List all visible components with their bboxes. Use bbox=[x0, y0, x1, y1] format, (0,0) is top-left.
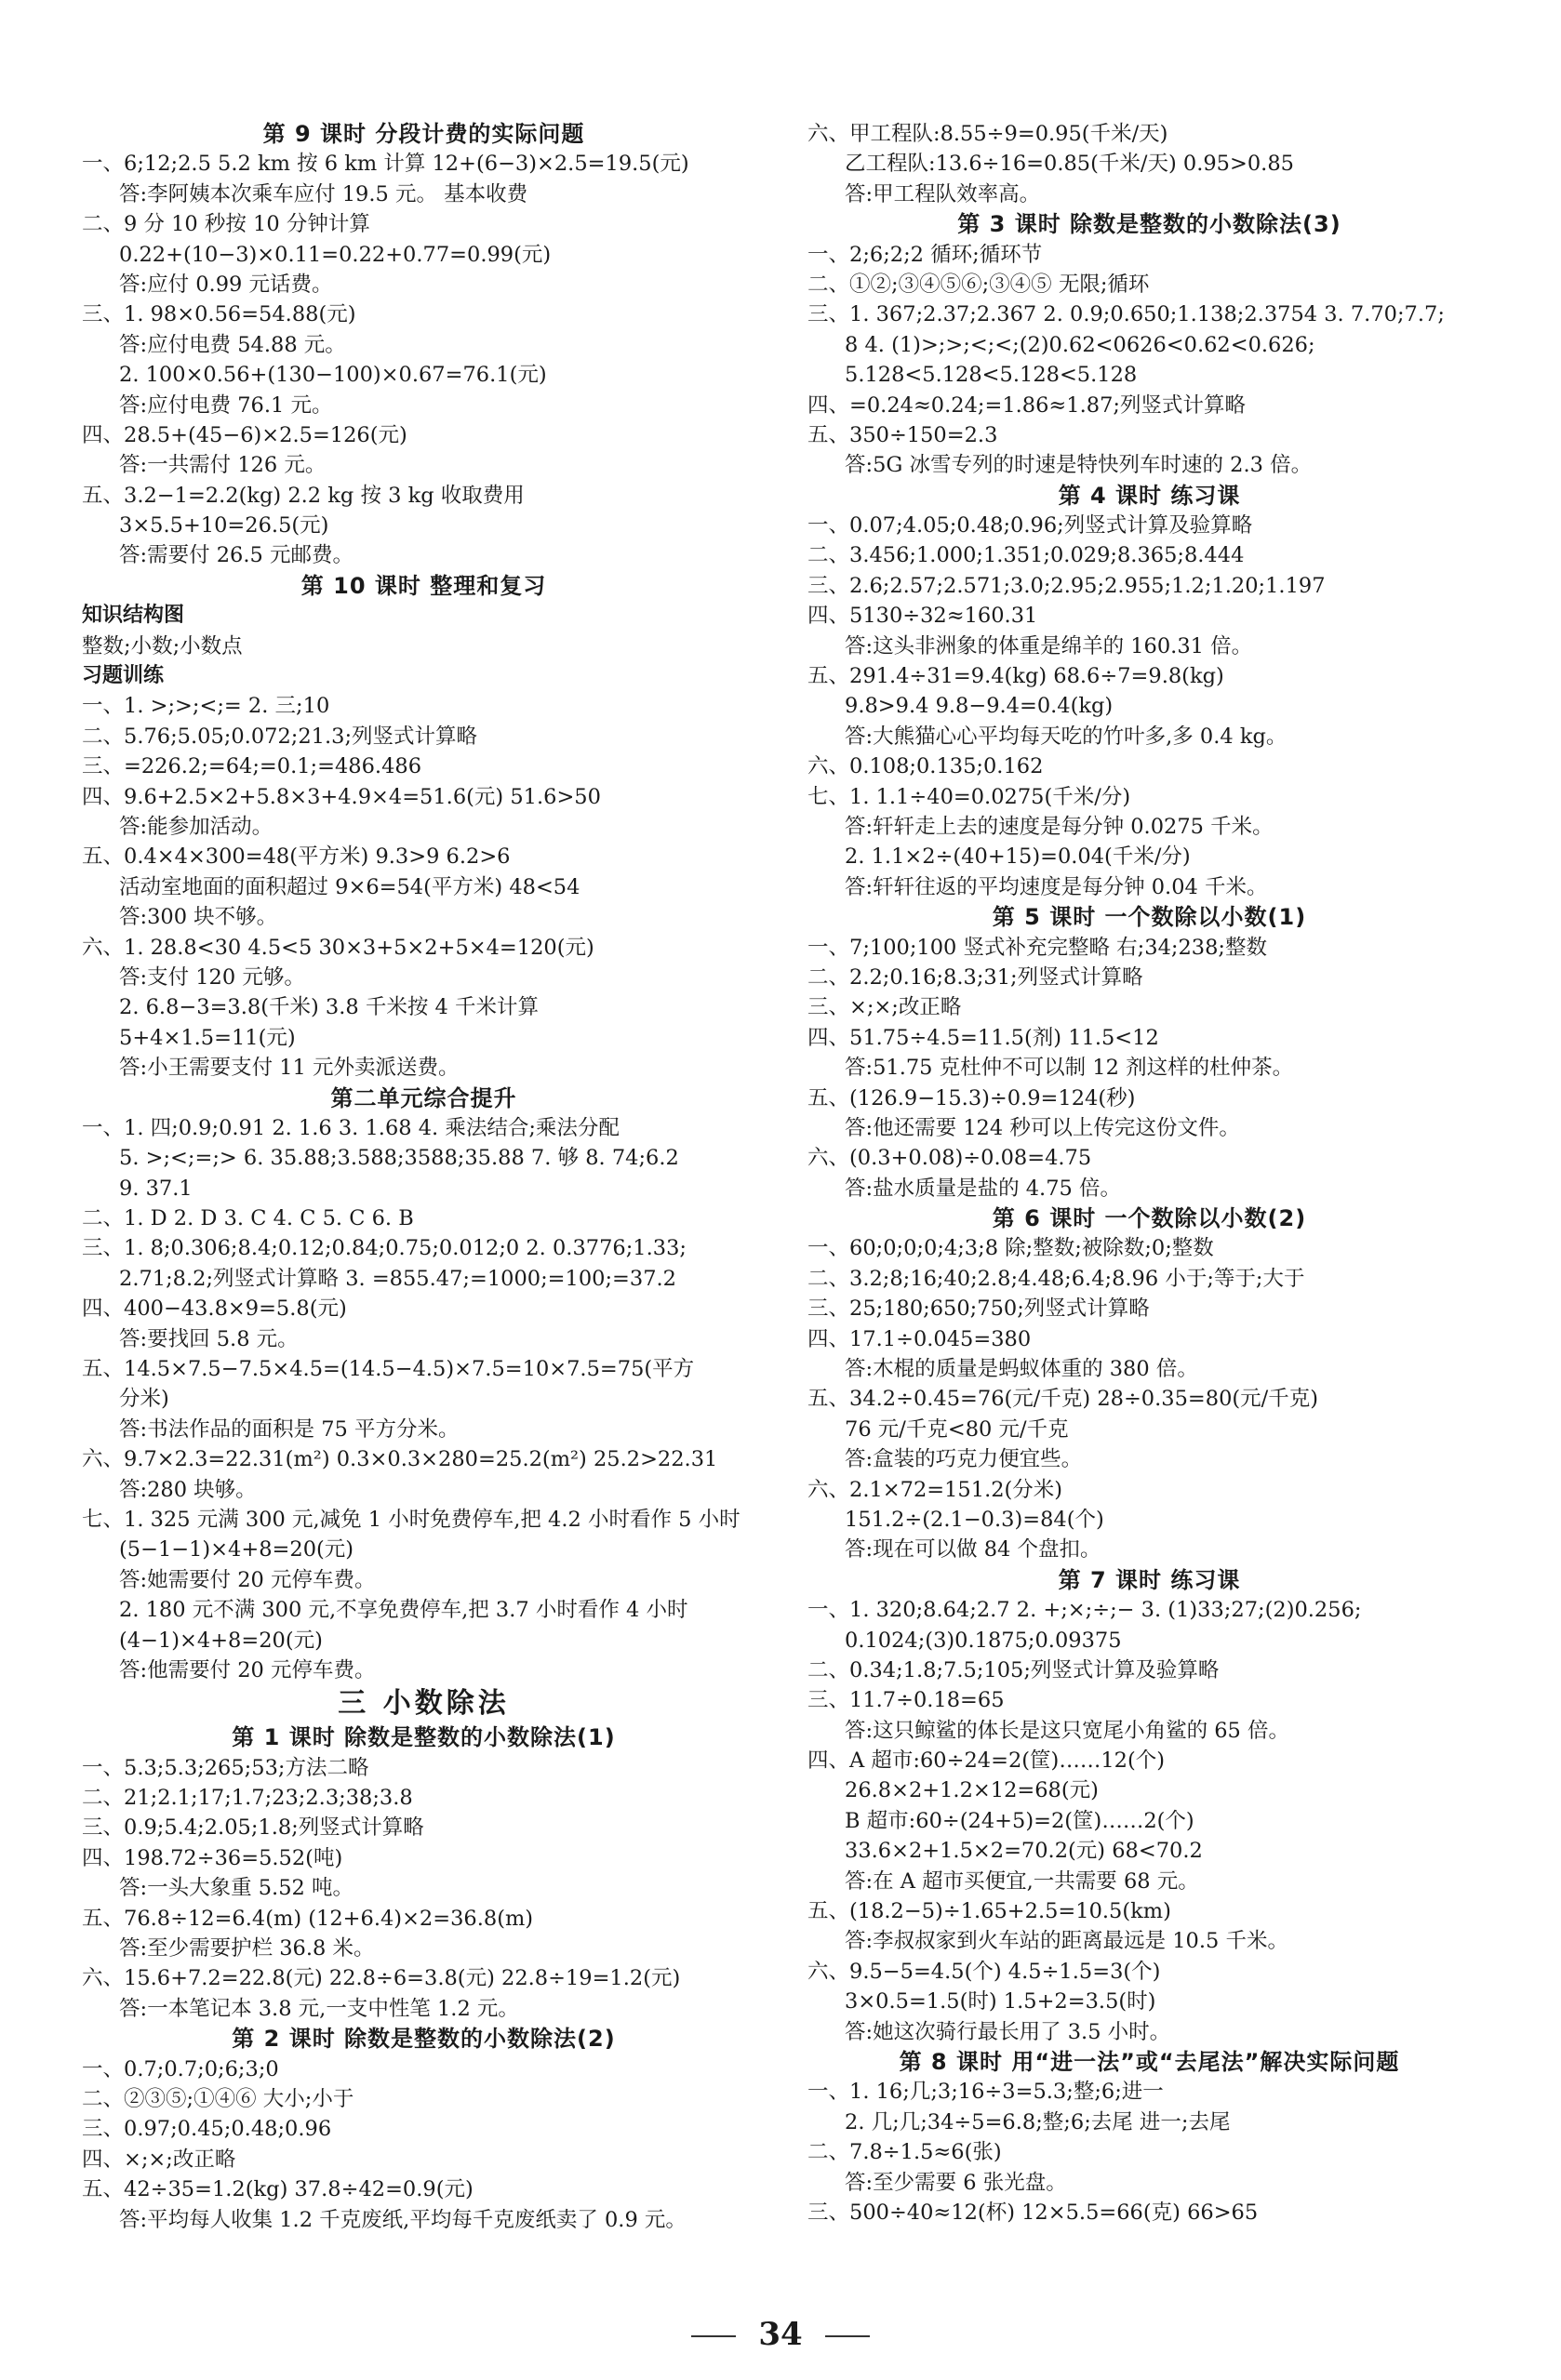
answer-line-indent: 3×5.5+10=26.5(元) bbox=[119, 513, 329, 538]
answer-line: 五、3.2−1=2.2(kg) 2.2 kg 按 3 kg 收取费用 bbox=[82, 483, 525, 508]
answer-line-indent: 76 元/千克<80 元/千克 bbox=[845, 1416, 1069, 1442]
answer-line: 五、14.5×7.5−7.5×4.5=(14.5−4.5)×7.5=10×7.5=75(平方 bbox=[82, 1357, 695, 1382]
answer-line-indent: 答:盐水质量是盐的 4.75 倍。 bbox=[845, 1176, 1121, 1201]
answer-line: 二、3.456;1.000;1.351;0.029;8.365;8.444 bbox=[807, 543, 1245, 568]
answer-line: 四、17.1÷0.045=380 bbox=[807, 1326, 1032, 1351]
answer-line: 五、76.8÷12=6.4(m) (12+6.4)×2=36.8(m) bbox=[82, 1906, 534, 1931]
answer-line: 六、9.7×2.3=22.31(m²) 0.3×0.3×280=25.2(m²) 25.2>22.31 bbox=[82, 1447, 718, 1472]
answer-line: 四、400−43.8×9=5.8(元) bbox=[82, 1296, 347, 1322]
answer-line-indent: 答:小王需要支付 11 元外卖派送费。 bbox=[119, 1056, 460, 1081]
answer-line: 三、=226.2;=64;=0.1;=486.486 bbox=[82, 754, 422, 779]
answer-line: 五、350÷150=2.3 bbox=[807, 422, 998, 447]
answer-line-indent: B 超市:60÷(24+5)=2(筐)……2(个) bbox=[845, 1808, 1194, 1833]
answer-line-indent: 9. 37.1 bbox=[119, 1176, 193, 1201]
answer-line: 三、1. 98×0.56=54.88(元) bbox=[82, 302, 356, 327]
answer-line: 六、2.1×72=151.2(分米) bbox=[807, 1477, 1063, 1502]
answer-line: 一、1. 16;几;3;16÷3=5.3;整;6;进一 bbox=[807, 2080, 1164, 2105]
answer-line-indent: 答:大熊猫心心平均每天吃的竹叶多,多 0.4 kg。 bbox=[845, 724, 1287, 749]
answer-line-indent: 答:应付电费 54.88 元。 bbox=[119, 332, 346, 357]
answer-line-indent: 2. 180 元不满 300 元,不享免费停车,把 3.7 小时看作 4 小时 bbox=[119, 1598, 688, 1623]
answer-line-indent: 答:一头大象重 5.52 吨。 bbox=[119, 1876, 354, 1901]
answer-line: 三、0.9;5.4;2.05;1.8;列竖式计算略 bbox=[82, 1815, 424, 1841]
answer-line: 一、7;100;100 竖式补充完整略 右;34;238;整数 bbox=[807, 935, 1267, 960]
answer-line-indent: 答:300 块不够。 bbox=[119, 905, 278, 930]
lesson-heading: 第 1 课时 除数是整数的小数除法(1) bbox=[232, 1724, 616, 1751]
answer-line: 六、甲工程队:8.55÷9=0.95(千米/天) bbox=[807, 122, 1168, 146]
answer-line: 六、1. 28.8<30 4.5<5 30×3+5×2+5×4=120(元) bbox=[82, 935, 594, 960]
lesson-heading: 第 8 课时 用“进一法”或“去尾法”解决实际问题 bbox=[899, 2049, 1400, 2075]
lesson-heading: 第 7 课时 练习课 bbox=[1058, 1566, 1241, 1593]
answer-line: 二、②③⑤;①④⑥ 大小;小于 bbox=[82, 2087, 354, 2111]
answer-line-indent: 5.128<5.128<5.128<5.128 bbox=[845, 363, 1138, 388]
answer-line-indent: 答:在 A 超市买便宜,一共需要 68 元。 bbox=[845, 1868, 1199, 1894]
answer-line: 一、1. 320;8.64;2.7 2. +;×;÷;− 3. (1)33;27;(2)0.256; bbox=[807, 1598, 1362, 1623]
answer-line: 四、9.6+2.5×2+5.8×3+4.9×4=51.6(元) 51.6>50 bbox=[82, 784, 601, 809]
answer-line-indent: 9.8>9.4 9.8−9.4=0.4(kg) bbox=[845, 694, 1114, 719]
answer-line: 一、1. 四;0.9;0.91 2. 1.6 3. 1.68 4. 乘法结合;乘法分配 bbox=[82, 1115, 620, 1140]
page-number bbox=[0, 2316, 1561, 2353]
answer-line: 六、0.108;0.135;0.162 bbox=[807, 754, 1044, 779]
answer-line: 四、×;×;改正略 bbox=[82, 2147, 236, 2172]
answer-line-indent: 33.6×2+1.5×2=70.2(元) 68<70.2 bbox=[845, 1839, 1203, 1864]
answer-line-indent: 答:51.75 克杜仲不可以制 12 剂这样的杜仲茶。 bbox=[845, 1056, 1294, 1081]
answer-line: 四、A 超市:60÷24=2(筐)……12(个) bbox=[807, 1748, 1166, 1774]
answer-line: 一、1. >;>;<;= 2. 三;10 bbox=[82, 694, 330, 719]
answer-line-indent: 活动室地面的面积超过 9×6=54(平方米) 48<54 bbox=[119, 874, 580, 899]
answer-line-indent: 答:平均每人收集 1.2 千克废纸,平均每千克废纸卖了 0.9 元。 bbox=[119, 2207, 687, 2232]
answer-line: 五、34.2÷0.45=76(元/千克) 28÷0.35=80(元/千克) bbox=[807, 1387, 1319, 1412]
answer-line-indent: 答:现在可以做 84 个盘扣。 bbox=[845, 1537, 1101, 1562]
answer-line: 一、60;0;0;0;4;3;8 除;整数;被除数;0;整数 bbox=[807, 1236, 1214, 1261]
answer-line-indent: 答:要找回 5.8 元。 bbox=[119, 1326, 299, 1351]
answer-line-indent: 答:盒装的巧克力便宜些。 bbox=[845, 1447, 1083, 1472]
answer-line: 一、0.07;4.05;0.48;0.96;列竖式计算及验算略 bbox=[807, 513, 1253, 538]
answer-line-indent: 答:轩轩走上去的速度是每分钟 0.0275 千米。 bbox=[845, 814, 1274, 839]
answer-line: 五、0.4×4×300=48(平方米) 9.3>9 6.2>6 bbox=[82, 844, 511, 870]
answer-line: 二、0.34;1.8;7.5;105;列竖式计算及验算略 bbox=[807, 1657, 1220, 1682]
answer-line-indent: 答:5G 冰雪专列的时速是特快列车时速的 2.3 倍。 bbox=[845, 453, 1313, 478]
answer-line: 一、6;12;2.5 5.2 km 按 6 km 计算 12+(6−3)×2.5=19.5(元) bbox=[82, 152, 689, 177]
answer-line: 二、3.2;8;16;40;2.8;4.48;6.4;8.96 小于;等于;大于 bbox=[807, 1266, 1305, 1291]
answer-line: 七、1. 1.1÷40=0.0275(千米/分) bbox=[807, 784, 1131, 809]
answer-line-indent: 5. >;<;=;> 6. 35.88;3.588;3588;35.88 7. 够 8. 74;6.2 bbox=[119, 1146, 679, 1171]
answer-line-indent: 分米) bbox=[119, 1387, 169, 1412]
answer-line-indent: 答:轩轩往返的平均速度是每分钟 0.04 千米。 bbox=[845, 874, 1268, 899]
answer-line-indent: 2. 100×0.56+(130−100)×0.67=76.1(元) bbox=[119, 363, 547, 388]
left-column bbox=[82, 119, 766, 2235]
answer-line: 五、(126.9−15.3)÷0.9=124(秒) bbox=[807, 1085, 1136, 1110]
lesson-heading: 第 9 课时 分段计费的实际问题 bbox=[262, 121, 585, 147]
answer-line-indent: 答:支付 120 元够。 bbox=[119, 964, 305, 990]
left-dash bbox=[691, 2335, 736, 2337]
answer-line: 二、①②;③④⑤⑥;③④⑤ 无限;循环 bbox=[807, 272, 1150, 297]
answer-line-indent: 答:一共需付 126 元。 bbox=[119, 453, 327, 478]
answer-line-indent: 5+4×1.5=11(元) bbox=[119, 1025, 296, 1050]
answer-line: 二、5.76;5.05;0.072;21.3;列竖式计算略 bbox=[82, 724, 478, 749]
answer-line-indent: 答:至少需要 6 张光盘。 bbox=[845, 2170, 1067, 2195]
answer-line: 六、9.5−5=4.5(个) 4.5÷1.5=3(个) bbox=[807, 1959, 1161, 1984]
lesson-heading: 第 6 课时 一个数除以小数(2) bbox=[992, 1205, 1307, 1232]
answer-line: 二、21;2.1;17;1.7;23;2.3;38;3.8 bbox=[82, 1786, 413, 1811]
answer-line-indent: 答:能参加活动。 bbox=[119, 814, 274, 839]
answer-line-indent: (5−1−1)×4+8=20(元) bbox=[119, 1537, 354, 1562]
section-subheading: 知识结构图 bbox=[82, 604, 185, 628]
answer-line-indent: 2.71;8.2;列竖式计算略 3. =855.47;=1000;=100;=37.2 bbox=[119, 1266, 676, 1291]
answer-line-indent: 答:李阿姨本次乘车应付 19.5 元。 基本收费 bbox=[119, 181, 528, 206]
section-subheading: 习题训练 bbox=[82, 664, 165, 688]
answer-line-indent: 0.1024;(3)0.1875;0.09375 bbox=[845, 1628, 1122, 1653]
answer-line-indent: (4−1)×4+8=20(元) bbox=[119, 1628, 323, 1653]
answer-line: 一、5.3;5.3;265;53;方法二略 bbox=[82, 1755, 369, 1780]
answer-line: 一、2;6;2;2 循环;循环节 bbox=[807, 242, 1043, 267]
answer-line-indent: 答:木棍的质量是蚂蚁体重的 380 倍。 bbox=[845, 1357, 1198, 1382]
answer-line: 二、1. D 2. D 3. C 4. C 5. C 6. B bbox=[82, 1206, 414, 1231]
lesson-heading: 第 4 课时 练习课 bbox=[1058, 482, 1241, 509]
answer-line: 三、11.7÷0.18=65 bbox=[807, 1688, 1005, 1713]
right-dash bbox=[825, 2335, 870, 2337]
lesson-heading: 第 5 课时 一个数除以小数(1) bbox=[992, 904, 1307, 931]
answer-line-indent: 151.2÷(2.1−0.3)=84(个) bbox=[845, 1507, 1104, 1532]
answer-line-indent: 答:应付电费 76.1 元。 bbox=[119, 392, 333, 418]
answer-line-indent: 答:她需要付 20 元停车费。 bbox=[119, 1567, 376, 1592]
answer-line-indent: 答:他需要付 20 元停车费。 bbox=[119, 1657, 376, 1682]
answer-line-indent: 2. 6.8−3=3.8(千米) 3.8 千米按 4 千米计算 bbox=[119, 995, 539, 1020]
answer-line-indent: 2. 几;几;34÷5=6.8;整;6;去尾 进一;去尾 bbox=[845, 2109, 1231, 2134]
answer-line: 二、7.8÷1.5≈6(张) bbox=[807, 2140, 1002, 2165]
answer-line-indent: 26.8×2+1.2×12=68(元) bbox=[845, 1778, 1099, 1803]
answer-line-indent: 8 4. (1)>;>;<;<;(2)0.62<0626<0.62<0.626; bbox=[845, 332, 1315, 357]
page-number-text: 34 bbox=[758, 2316, 803, 2353]
answer-line: 四、=0.24≈0.24;=1.86≈1.87;列竖式计算略 bbox=[807, 392, 1246, 418]
answer-line-indent: 答:这头非洲象的体重是绵羊的 160.31 倍。 bbox=[845, 633, 1253, 658]
answer-line: 三、25;180;650;750;列竖式计算略 bbox=[807, 1296, 1150, 1322]
answer-line: 三、0.97;0.45;0.48;0.96 bbox=[82, 2117, 332, 2142]
answer-line-indent: 答:甲工程队效率高。 bbox=[845, 181, 1041, 206]
answer-line: 整数;小数;小数点 bbox=[82, 633, 243, 658]
answer-line: 三、1. 367;2.37;2.367 2. 0.9;0.650;1.138;2.3754 3. 7.70;7.7; bbox=[807, 302, 1445, 327]
answer-line: 三、500÷40≈12(杯) 12×5.5=66(克) 66>65 bbox=[807, 2200, 1259, 2225]
lesson-heading: 第 2 课时 除数是整数的小数除法(2) bbox=[232, 2026, 616, 2053]
answer-line-indent: 3×0.5=1.5(时) 1.5+2=3.5(时) bbox=[845, 1989, 1156, 2014]
lesson-heading: 第二单元综合提升 bbox=[330, 1084, 517, 1111]
answer-line: 五、42÷35=1.2(kg) 37.8÷42=0.9(元) bbox=[82, 2177, 474, 2202]
answer-line: 一、0.7;0.7;0;6;3;0 bbox=[82, 2056, 279, 2081]
answer-line: 六、15.6+7.2=22.8(元) 22.8÷6=3.8(元) 22.8÷19=1.2(元) bbox=[82, 1966, 681, 1991]
answer-line-indent: 答:应付 0.99 元话费。 bbox=[119, 272, 333, 297]
lesson-heading: 第 10 课时 整理和复习 bbox=[300, 572, 547, 599]
answer-line-indent: 答:至少需要护栏 36.8 米。 bbox=[119, 1936, 375, 1961]
answer-line: 三、1. 8;0.306;8.4;0.12;0.84;0.75;0.012;0 2. 0.3776;1.33; bbox=[82, 1236, 687, 1261]
answer-line-indent: 答:她这次骑行最长用了 3.5 小时。 bbox=[845, 2019, 1171, 2044]
answer-line-indent: 0.22+(10−3)×0.11=0.22+0.77=0.99(元) bbox=[119, 242, 552, 267]
answer-line-indent: 答:这只鲸鲨的体长是这只宽尾小角鲨的 65 倍。 bbox=[845, 1718, 1290, 1743]
answer-line: 四、51.75÷4.5=11.5(剂) 11.5<12 bbox=[807, 1025, 1159, 1050]
unit-heading: 三 小数除法 bbox=[338, 1687, 510, 1721]
answer-line-indent: 答:一本笔记本 3.8 元,一支中性笔 1.2 元。 bbox=[119, 1996, 519, 2021]
answer-line: 二、9 分 10 秒按 10 分钟计算 bbox=[82, 212, 370, 237]
answer-line: 三、×;×;改正略 bbox=[807, 995, 962, 1020]
answer-line-indent: 答:需要付 26.5 元邮费。 bbox=[119, 543, 354, 568]
lesson-heading: 第 3 课时 除数是整数的小数除法(3) bbox=[957, 211, 1341, 238]
answer-line: 五、(18.2−5)÷1.65+2.5=10.5(km) bbox=[807, 1899, 1171, 1924]
answer-line: 四、198.72÷36=5.52(吨) bbox=[82, 1845, 343, 1870]
answer-line: 五、291.4÷31=9.4(kg) 68.6÷7=9.8(kg) bbox=[807, 664, 1224, 689]
right-column bbox=[807, 119, 1491, 2227]
answer-line: 四、28.5+(45−6)×2.5=126(元) bbox=[82, 422, 407, 447]
answer-line: 三、2.6;2.57;2.571;3.0;2.95;2.955;1.2;1.20;1.197 bbox=[807, 573, 1326, 598]
answer-line: 四、5130÷32≈160.31 bbox=[807, 604, 1038, 629]
answer-line-indent: 答:他还需要 124 秒可以上传完这份文件。 bbox=[845, 1115, 1240, 1140]
answer-line-indent: 答:280 块够。 bbox=[119, 1477, 257, 1502]
answer-line: 六、(0.3+0.08)÷0.08=4.75 bbox=[807, 1146, 1092, 1171]
answer-line-indent: 答:书法作品的面积是 75 平方分米。 bbox=[119, 1416, 460, 1442]
answer-line: 七、1. 325 元满 300 元,减免 1 小时免费停车,把 4.2 小时看作 5 小时 bbox=[82, 1507, 740, 1532]
answer-line-indent: 答:李叔叔家到火车站的距离最远是 10.5 千米。 bbox=[845, 1929, 1288, 1954]
answer-line-indent: 乙工程队:13.6÷16=0.85(千米/天) 0.95>0.85 bbox=[845, 152, 1294, 177]
answer-line: 二、2.2;0.16;8.3;31;列竖式计算略 bbox=[807, 964, 1143, 990]
answer-line-indent: 2. 1.1×2÷(40+15)=0.04(千米/分) bbox=[845, 844, 1191, 870]
